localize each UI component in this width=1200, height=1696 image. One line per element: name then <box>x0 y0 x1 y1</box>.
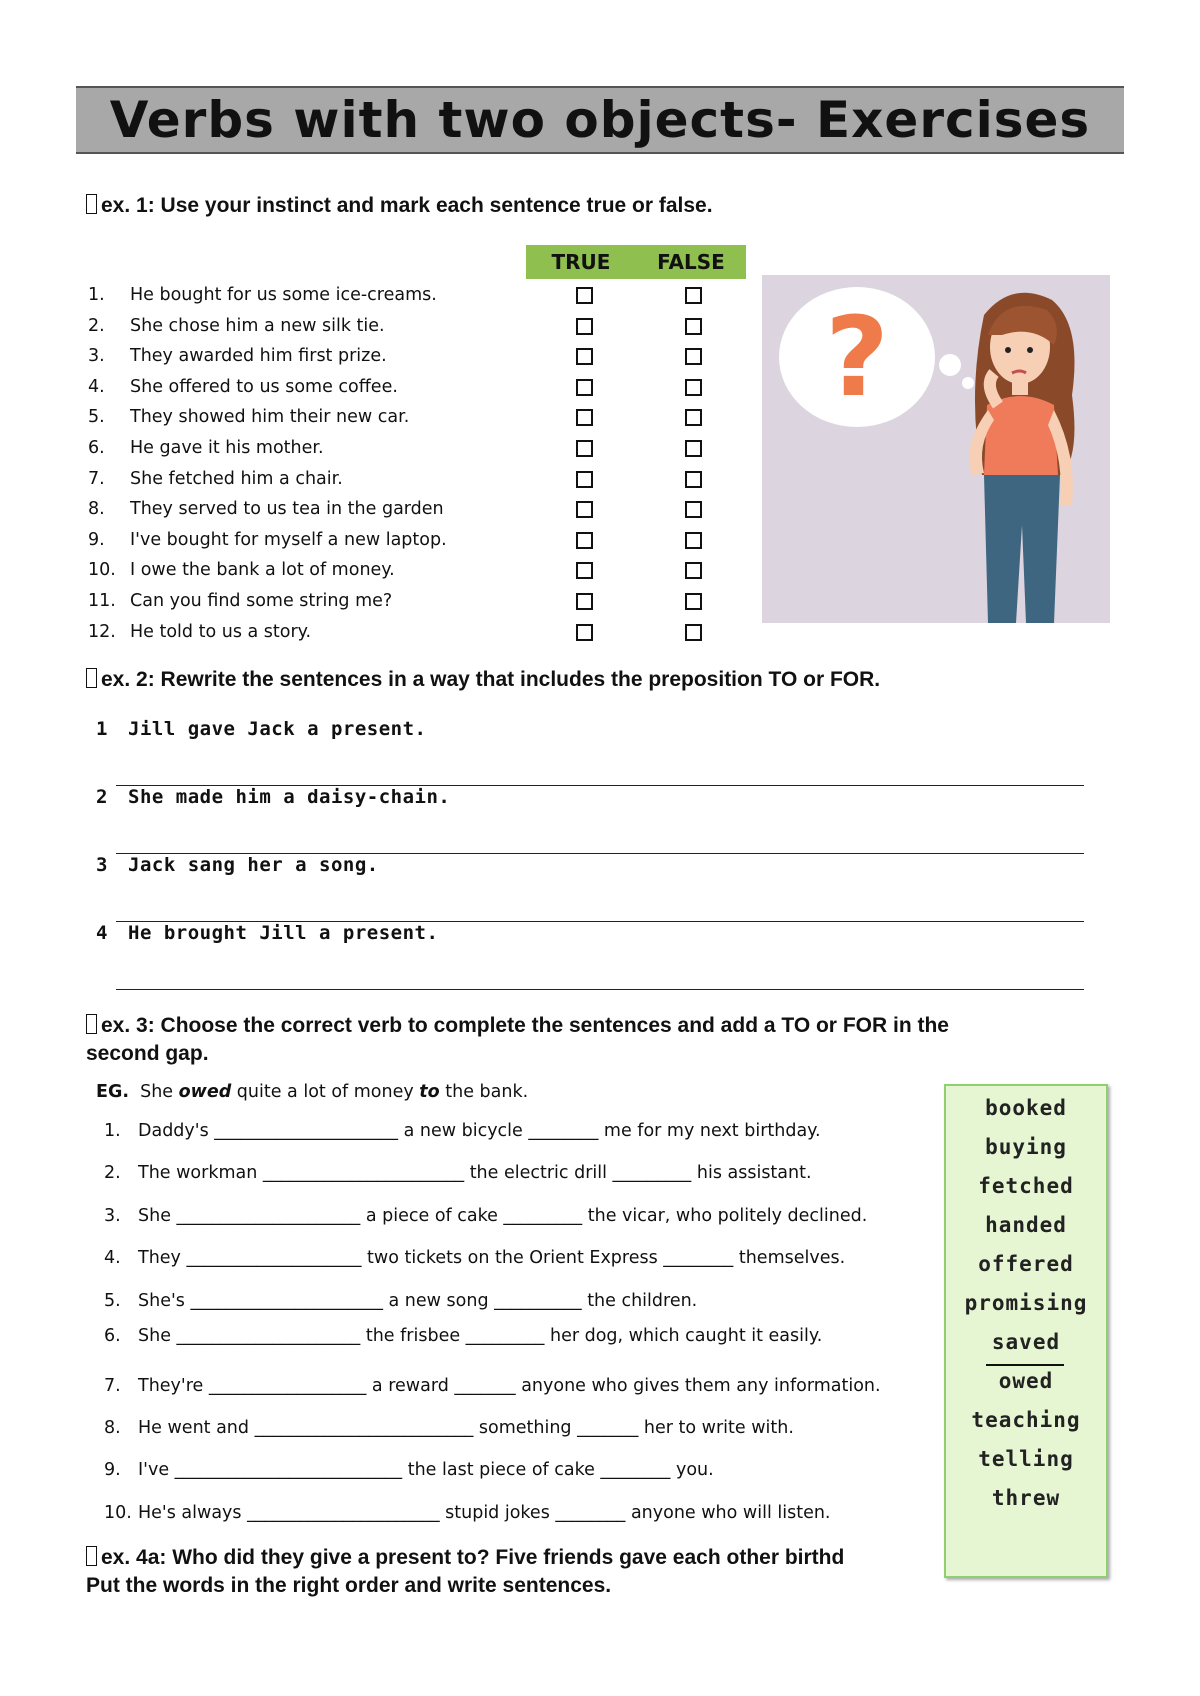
word-bank-item: teaching <box>971 1408 1081 1432</box>
true-checkbox[interactable] <box>576 624 593 641</box>
bullet-icon <box>86 1546 97 1566</box>
item-number: 1. <box>88 285 105 305</box>
word-bank-item: offered <box>978 1252 1074 1276</box>
ex1-row <box>88 525 748 555</box>
example-sentence <box>96 1082 528 1102</box>
true-checkbox[interactable] <box>576 287 593 304</box>
answer-line[interactable] <box>116 989 1084 990</box>
bullet-icon <box>86 1014 97 1034</box>
item-number: 10. <box>104 1503 132 1523</box>
item-number: 9. <box>104 1460 121 1480</box>
ex1-row <box>88 372 748 402</box>
eg-text: She <box>140 1082 179 1102</box>
ex1-row <box>88 311 748 341</box>
item-text[interactable]: He's always ______________________ stupid jokes ________ anyone who will listen. <box>138 1503 831 1523</box>
item-text: He brought Jill a present. <box>128 922 439 944</box>
item-text[interactable]: They ____________________ two tickets on the Orient Express ________ themselves. <box>138 1248 846 1268</box>
ex1-row <box>88 617 748 647</box>
illustration-svg <box>762 275 1110 623</box>
true-checkbox[interactable] <box>576 593 593 610</box>
ex2-item <box>96 854 379 876</box>
ex1-row <box>88 402 748 432</box>
bullet-icon <box>86 194 97 214</box>
eg-verb: owed <box>178 1082 232 1102</box>
item-text: She fetched him a chair. <box>130 468 343 489</box>
word-bank-item: saved <box>991 1330 1061 1354</box>
bullet-icon <box>86 668 97 688</box>
true-checkbox[interactable] <box>576 532 593 549</box>
true-checkbox[interactable] <box>576 379 593 396</box>
false-checkbox[interactable] <box>685 624 702 641</box>
word-bank-item: booked <box>985 1096 1067 1120</box>
item-number: 1. <box>104 1121 121 1141</box>
ex3-row <box>104 1206 867 1226</box>
item-number: 8. <box>104 1418 121 1438</box>
true-checkbox[interactable] <box>576 501 593 518</box>
ex3-heading: ex. 3: Choose the correct verb to complete the sentences and add a TO or FOR in the second gap. <box>86 1014 949 1065</box>
false-checkbox[interactable] <box>685 593 702 610</box>
item-number: 7. <box>104 1376 121 1396</box>
item-text: She made him a daisy-chain. <box>128 786 451 808</box>
ex3-row <box>104 1418 794 1438</box>
true-checkbox[interactable] <box>576 318 593 335</box>
ex1-row <box>88 555 748 585</box>
false-checkbox[interactable] <box>685 409 702 426</box>
false-checkbox[interactable] <box>685 287 702 304</box>
ex1-row <box>88 494 748 524</box>
word-bank-item: telling <box>978 1447 1074 1471</box>
page-title: Verbs with two objects- Exercises <box>109 91 1091 149</box>
false-checkbox[interactable] <box>685 440 702 457</box>
ex3-row <box>104 1291 697 1311</box>
item-text: I've bought for myself a new laptop. <box>130 529 447 550</box>
ex1-row <box>88 433 748 463</box>
item-text: He told to us a story. <box>130 621 312 642</box>
item-number: 2. <box>88 315 105 336</box>
item-text[interactable]: The workman _______________________ the electric drill _________ his assistant. <box>138 1163 812 1183</box>
ex1-row <box>88 464 748 494</box>
item-text: She chose him a new silk tie. <box>130 315 385 336</box>
title-banner <box>76 86 1124 154</box>
true-checkbox[interactable] <box>576 440 593 457</box>
item-number: 4 <box>96 922 108 944</box>
ex1-row <box>88 280 748 310</box>
item-number: 3. <box>104 1206 121 1226</box>
item-text[interactable]: She _____________________ a piece of cake _________ the vicar, who politely declined. <box>138 1206 868 1226</box>
item-text: They showed him their new car. <box>130 407 410 428</box>
word-bank-divider <box>986 1364 1064 1366</box>
item-number: 4. <box>104 1248 121 1268</box>
word-bank-item: fetched <box>978 1174 1074 1198</box>
ex3-row <box>104 1121 821 1141</box>
eg-text: the bank. <box>439 1082 529 1102</box>
ex1-heading: ex. 1: Use your instinct and mark each sentence true or false. <box>86 192 713 220</box>
false-checkbox[interactable] <box>685 318 702 335</box>
item-text: Jack sang her a song. <box>128 854 379 876</box>
true-header: TRUE <box>551 250 611 274</box>
ex3-row <box>104 1460 714 1480</box>
false-checkbox[interactable] <box>685 562 702 579</box>
item-number: 3 <box>96 854 108 876</box>
ex3-row <box>104 1163 812 1183</box>
ex3-row <box>104 1503 831 1523</box>
word-bank <box>944 1084 1108 1578</box>
false-checkbox[interactable] <box>685 501 702 518</box>
item-text: He bought for us some ice-creams. <box>130 285 437 305</box>
item-number: 12. <box>88 621 116 642</box>
true-false-header <box>526 245 746 279</box>
false-checkbox[interactable] <box>685 348 702 365</box>
item-number: 8. <box>88 499 105 520</box>
word-bank-item: owed <box>998 1369 1054 1393</box>
item-text: Jill gave Jack a present. <box>128 718 427 740</box>
word-bank-item: threw <box>991 1486 1061 1510</box>
false-checkbox[interactable] <box>685 471 702 488</box>
ex2-heading: ex. 2: Rewrite the sentences in a way that includes the preposition TO or FOR. <box>86 666 880 694</box>
item-text: I owe the bank a lot of money. <box>130 560 395 581</box>
false-checkbox[interactable] <box>685 532 702 549</box>
item-number: 11. <box>88 591 116 611</box>
true-checkbox[interactable] <box>576 409 593 426</box>
item-number: 2 <box>96 786 108 808</box>
false-header: FALSE <box>657 250 725 274</box>
eg-prep: to <box>419 1082 440 1102</box>
ex1-row <box>88 586 748 616</box>
item-number: 2. <box>104 1163 121 1183</box>
ex4-heading: ex. 4a: Who did they give a present to? Five friends gave each other birthd Put the words in the right order and write sentences. <box>86 1546 845 1597</box>
item-text[interactable]: I've __________________________ the last piece of cake ________ you. <box>138 1460 714 1480</box>
item-number: 4. <box>88 376 105 397</box>
ex3-row <box>104 1326 822 1346</box>
item-number: 1 <box>96 718 108 740</box>
item-text: They awarded him first prize. <box>130 346 387 367</box>
item-number: 6. <box>88 438 105 458</box>
word-bank-item: handed <box>985 1213 1067 1237</box>
ex2-item <box>96 786 450 808</box>
svg-text:?: ? <box>825 293 889 421</box>
item-text: She offered to us some coffee. <box>130 376 398 397</box>
item-number: 3. <box>88 346 105 367</box>
true-checkbox[interactable] <box>576 348 593 365</box>
item-text: He gave it his mother. <box>130 438 324 458</box>
item-text[interactable]: Daddy's _____________________ a new bicycle ________ me for my next birthday. <box>138 1121 821 1141</box>
item-text[interactable]: They're __________________ a reward _______ anyone who gives them any information. <box>138 1376 881 1396</box>
item-text: Can you find some string me? <box>130 591 393 611</box>
item-number: 5. <box>88 407 105 428</box>
thinking-woman-illustration <box>762 275 1110 623</box>
ex2-item <box>96 922 438 944</box>
ex2-item <box>96 718 426 740</box>
false-checkbox[interactable] <box>685 379 702 396</box>
item-number: 9. <box>88 529 105 550</box>
item-text: They served to us tea in the garden <box>130 499 444 520</box>
eg-label: EG. <box>96 1082 129 1102</box>
eg-text: quite a lot of money <box>231 1082 420 1102</box>
item-text[interactable]: She _____________________ the frisbee _________ her dog, which caught it easily. <box>138 1326 823 1346</box>
ex3-row <box>104 1376 881 1396</box>
true-checkbox[interactable] <box>576 562 593 579</box>
item-number: 10. <box>88 560 116 581</box>
item-number: 6. <box>104 1326 121 1346</box>
item-text[interactable]: He went and _________________________ something _______ her to write with. <box>138 1418 794 1438</box>
item-number: 7. <box>88 468 105 489</box>
word-bank-item: promising <box>964 1291 1088 1315</box>
ex1-row <box>88 341 748 371</box>
word-bank-item: buying <box>985 1135 1067 1159</box>
item-text[interactable]: She's ______________________ a new song __________ the children. <box>138 1291 698 1311</box>
ex3-row <box>104 1248 845 1268</box>
true-checkbox[interactable] <box>576 471 593 488</box>
item-number: 5. <box>104 1291 121 1311</box>
